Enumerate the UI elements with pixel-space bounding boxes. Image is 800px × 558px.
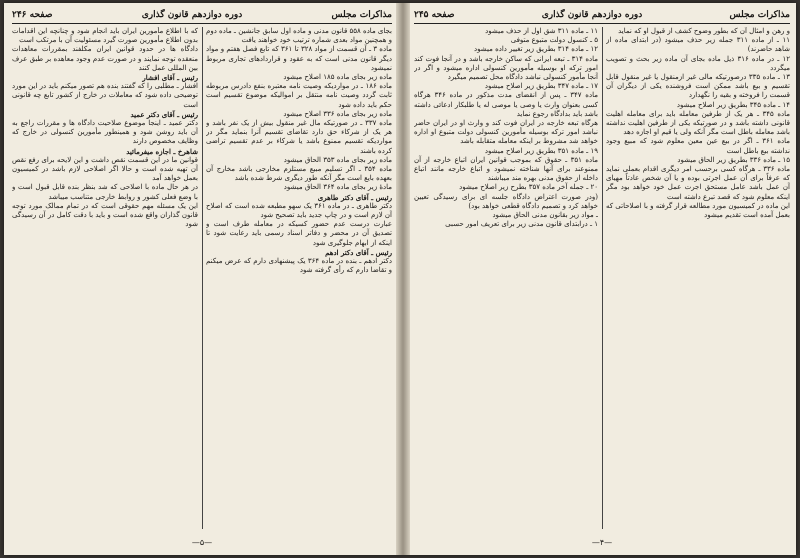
page-footer: —۴— bbox=[591, 538, 613, 547]
paragraph: ماده ۳۴۷ ـ پس از انقضای مدت مذکور در ماده ۳۴۶ هرگاه کسی بعنوان وارث یا وصی یا موصی له یا طلبکار ادعائی داشته باشد باید بدادگاه رجوع نماید bbox=[414, 91, 598, 118]
column-divider bbox=[202, 27, 203, 529]
book-gutter bbox=[396, 3, 410, 555]
page-right bbox=[414, 9, 790, 549]
text-columns bbox=[414, 27, 790, 529]
speaker-heading: رئیس ـ آقای دکتر عمید bbox=[130, 109, 198, 119]
paragraph: هرگاه تبعه خارجه در ایران فوت کند و وارث او در ایران حاضر نباشد امور ترکه بوسیله مأمورین کنسولی دولت متبوع او اداره خواهد شد مشروط بر اینکه معامله متقابله باشد bbox=[414, 119, 598, 146]
page-number: صفحه ۲۴۵ bbox=[414, 10, 455, 20]
header-title: مذاکرات مجلس bbox=[331, 10, 392, 20]
speaker-heading: رئیس ـ آقای دکتر ادهم bbox=[325, 247, 392, 257]
paragraph: ۱۹ ـ ماده ۳۵۱ بطریق زیر اصلاح میشود bbox=[484, 146, 598, 155]
paragraph: ۱ ـ درابتدای قانون مدنی زیر برای تعریف امور حسبی bbox=[445, 220, 598, 229]
paragraph: ۱۱ ـ از ماده ۳۱۱ جمله زیر حذف میشود (در ابتدای ماده از شاهد حاضرند) bbox=[606, 36, 790, 54]
paragraph: ۱۱ ـ ماده ۳۱۱ شق اول از حذف میشود bbox=[485, 27, 598, 35]
paragraph: مادهٔ زیر بجای ماده ۳۶۴ الحاق میشود bbox=[283, 183, 392, 192]
header-subtitle: دوره دوازدهم قانون گذاری bbox=[141, 10, 243, 20]
paragraph: ۲۰ ـ جمله آخر ماده ۳۵۷ بطرح زیر اصلاح میشود bbox=[459, 183, 598, 192]
column-right bbox=[206, 27, 392, 529]
paragraph: ۱۳ ـ ماده ۳۳۵ درصورتیکه مالی غیر ازمنقول یا غیر منقول قابل تقسیم و بیع باشد ممکن است فروشنده یکی از دیگران آن قسمت را فروخته و بقیه را نگهدارد bbox=[606, 73, 790, 100]
paragraph: ۱۲ ـ در ماده ۳۱۶ ذیل ماده بجای آن ماده زیر بحث و تصویب میگردد bbox=[606, 54, 790, 72]
paragraph: دادگاه ها در حدود قوانین ایران مکلفند بمقررات معاهدات منعقده توجه نمایند و در صورت عدم وجود معاهده بر طبق عرف بین المللی عمل کنند bbox=[12, 45, 198, 72]
paragraph: ۱۷ ـ ماده ۳۴۷ بطریق زیر اصلاح میشود bbox=[484, 82, 598, 91]
paragraph: ماده ۳۱۴ ـ تبعه ایرانی که ساکن خارجه باشد و در آنجا فوت کند امور ترکه او بوسیله مأمورین کنسولی اداره میشود و اگر در آنجا مأمور کنسولی نباشد دادگاه محل تصمیم میگیرد bbox=[414, 54, 598, 82]
paragraph: قوانین ما در این قسمت نقص داشت و این لایحه برای رفع نقص آن تهیه شده است و حالا اگر اصلاحی لازم باشد در کمیسیون بعمل خواهد آمد bbox=[12, 155, 198, 183]
paragraph: ماده ۳ ـ آن قسمت از مواد ۳۲۸ تا ۳۶۱ که تابع فصل هفتم و مواد دیگر قانون مدنی است که به عقود و قراردادهای تجاری مربوط نمیشود bbox=[206, 45, 392, 72]
column-left bbox=[414, 27, 598, 529]
paragraph: دکتر عمید ـ اینجا موضوع صلاحیت دادگاه ها و مقررات راجع به آن باید روشن شود و همینطور مأمورین کنسولی در خارج که وظایف مخصوص دارند bbox=[12, 119, 198, 146]
paragraph: افشار ـ مطلبی را که گفتند بنده هم تصور میکنم باید در این مورد توضیحی داده شود که معاملات در خارج از کشور تابع چه قانونی است bbox=[12, 82, 198, 109]
speaker-heading: رئیس ـ آقای دکتر طاهری bbox=[317, 192, 392, 202]
paragraph: ماده زیر بجای ماده ۳۳۶ اصلاح میشود bbox=[283, 109, 392, 118]
paragraph: و رهن و امثال آن که بطور وضوح کشف از قبول او که نماید bbox=[618, 27, 790, 35]
paragraph: دکتر ادهم ـ بنده در ماده ۳۶۴ یک پیشنهادی دارم که عرض میکنم و تقاضا دارم که رأی گرفته شود bbox=[206, 257, 392, 275]
header-title: مذاکرات مجلس bbox=[729, 10, 790, 20]
column-right bbox=[606, 27, 790, 529]
header-subtitle: دوره دوازدهم قانون گذاری bbox=[541, 10, 643, 20]
paragraph: در هر حال ماده با اصلاحی که شد بنظر بنده قابل قبول است و با وضع فعلی کشور و روابط خارجی متناسب میباشد bbox=[12, 183, 198, 201]
paragraph: ماده ۳۵۱ ـ حقوق که بموجب قوانین ایران اتباع خارجه از آن ممنوعند برای آنها شناخته نمیشود و اتباع خارجه مانند اتباع داخله از حقوق مدنی بهره مند میباشند bbox=[414, 155, 598, 183]
speaker-heading: رئیس ـ آقای افشار bbox=[142, 73, 198, 83]
paragraph: این ماده در کمیسیون مورد مطالعه قرار گرفته و با اصلاحاتی که بعمل آمده است تقدیم میشود bbox=[606, 201, 790, 220]
paragraph: ماده زیر بجای ماده ۳۵۳ الحاق میشود bbox=[283, 155, 392, 164]
paragraph: (ودر صورت اعتراض دادگاه جلسه ای برای رسیدگی تعیین خواهد کرد و تصمیم دادگاه قطعی خواهد بود) bbox=[414, 192, 598, 210]
page-header bbox=[414, 9, 790, 24]
speaker-heading: شاهرخ ـ اجازه میفرمائید bbox=[126, 146, 198, 156]
paragraph: ماده ۳۴۵ ـ هر یک از طرفین معامله باید برای معامله اهلیت قانونی داشته باشد و در صورتیکه یکی از طرفین اهلیت نداشته باشد معامله باطل است مگر آنکه ولی یا قیم او اجازه دهد bbox=[606, 109, 790, 137]
page-header bbox=[12, 9, 392, 24]
paragraph: ماده زیر بجای ماده ۱۸۵ اصلاح میشود bbox=[283, 73, 392, 82]
paragraph: ماده ۳۶۱ ـ اگر در بیع عین معین معلوم شود که مبیع وجود نداشته بیع باطل است bbox=[606, 137, 790, 155]
page-left bbox=[12, 9, 392, 549]
column-divider bbox=[602, 27, 603, 529]
paragraph: ماده ۱۸۶ ـ در مواردیکه وصیت نامه معتبره بنفع دادرس مربوطه ثابت گردد وصیت نامه منتقل بر اموالیکه موضوع تقسیم است حکم باید داده شود bbox=[206, 82, 392, 109]
paragraph: ۱۴ ـ ماده ۳۴۵ بطریق زیر اصلاح میشود bbox=[676, 100, 790, 109]
paragraph: ۱۵ ـ ماده ۳۳۶ بطریق زیر الحاق میشود bbox=[677, 155, 790, 164]
paragraph: بجای ماده ۵۵۸ قانون مدنی و ماده اول سابق جانشین ـ ماده دوم و همچنین مواد بعدی شماره ترتیب خود خواهند یافت bbox=[206, 27, 392, 45]
text-columns bbox=[12, 27, 392, 529]
page-number: صفحه ۲۴۶ bbox=[12, 10, 53, 20]
paragraph: ۱۲ ـ ماده ۳۱۴ بطریق زیر تغییر داده میشود bbox=[474, 45, 598, 54]
paragraph: ۵ ـ کنسول دولت متبوع متوفی bbox=[510, 36, 598, 45]
paragraph: ماده ۳۳۷ ـ در صورتیکه مال غیر منقول بیش از یک نفر باشد و هر یک از شرکاء حق دارد تقاضای تقسیم آنرا بنماید مگر در مواردیکه تقسیم ممنوع باشد یا شرکاء بر عدم تقسیم تراضی کرده باشند bbox=[206, 119, 392, 155]
paragraph: ماده ۳۳۶ ـ هرگاه کسی برحسب امر دیگری اقدام بعملی نماید که عرفاً برای آن عمل اجرتی بوده و یا آن شخص عادتاً مهیای آن عمل باشد عامل مستحق اجرت عمل خود خواهد بود مگر اینکه معلوم شود که قصد تبرع داشته است bbox=[606, 165, 790, 201]
paragraph: این یک مسئله مهم حقوقی است که در تمام ممالک مورد توجه قانون گذاران واقع شده است و باید با دقت کامل در آن رسیدگی شود bbox=[12, 201, 198, 229]
paragraph: که با اطلاع مأمورین ایران باید انجام شود و چنانچه این اقدامات بدون اطلاع مأمورین صورت گیرد مسئولیت آن با مرتکب است bbox=[12, 27, 198, 45]
column-left bbox=[12, 27, 198, 529]
paragraph: ماده ۳۵۴ ـ اگر تسلیم مبیع مستلزم مخارجی باشد مخارج آن بعهده بایع است مگر آنکه طور دیگری شرط شده باشد bbox=[206, 165, 392, 183]
paragraph: ـ مواد زیر بقانون مدنی الحاق میشود bbox=[492, 211, 598, 220]
book-spread bbox=[4, 3, 796, 555]
page-footer: —۵— bbox=[191, 538, 213, 547]
paragraph: عبارت درست عدم حضور کسیکه در معامله طرف است و تصدیق آن در محضر و دفاتر اسناد رسمی باید رعایت شود تا اینکه از ابهام جلوگیری شود bbox=[206, 220, 392, 247]
paragraph: دکتر طاهری ـ در ماده ۳۶۱ یک سهو مطبعه شده است که اصلاح آن لازم است و در چاپ جدید باید تصحیح شود bbox=[206, 201, 392, 220]
